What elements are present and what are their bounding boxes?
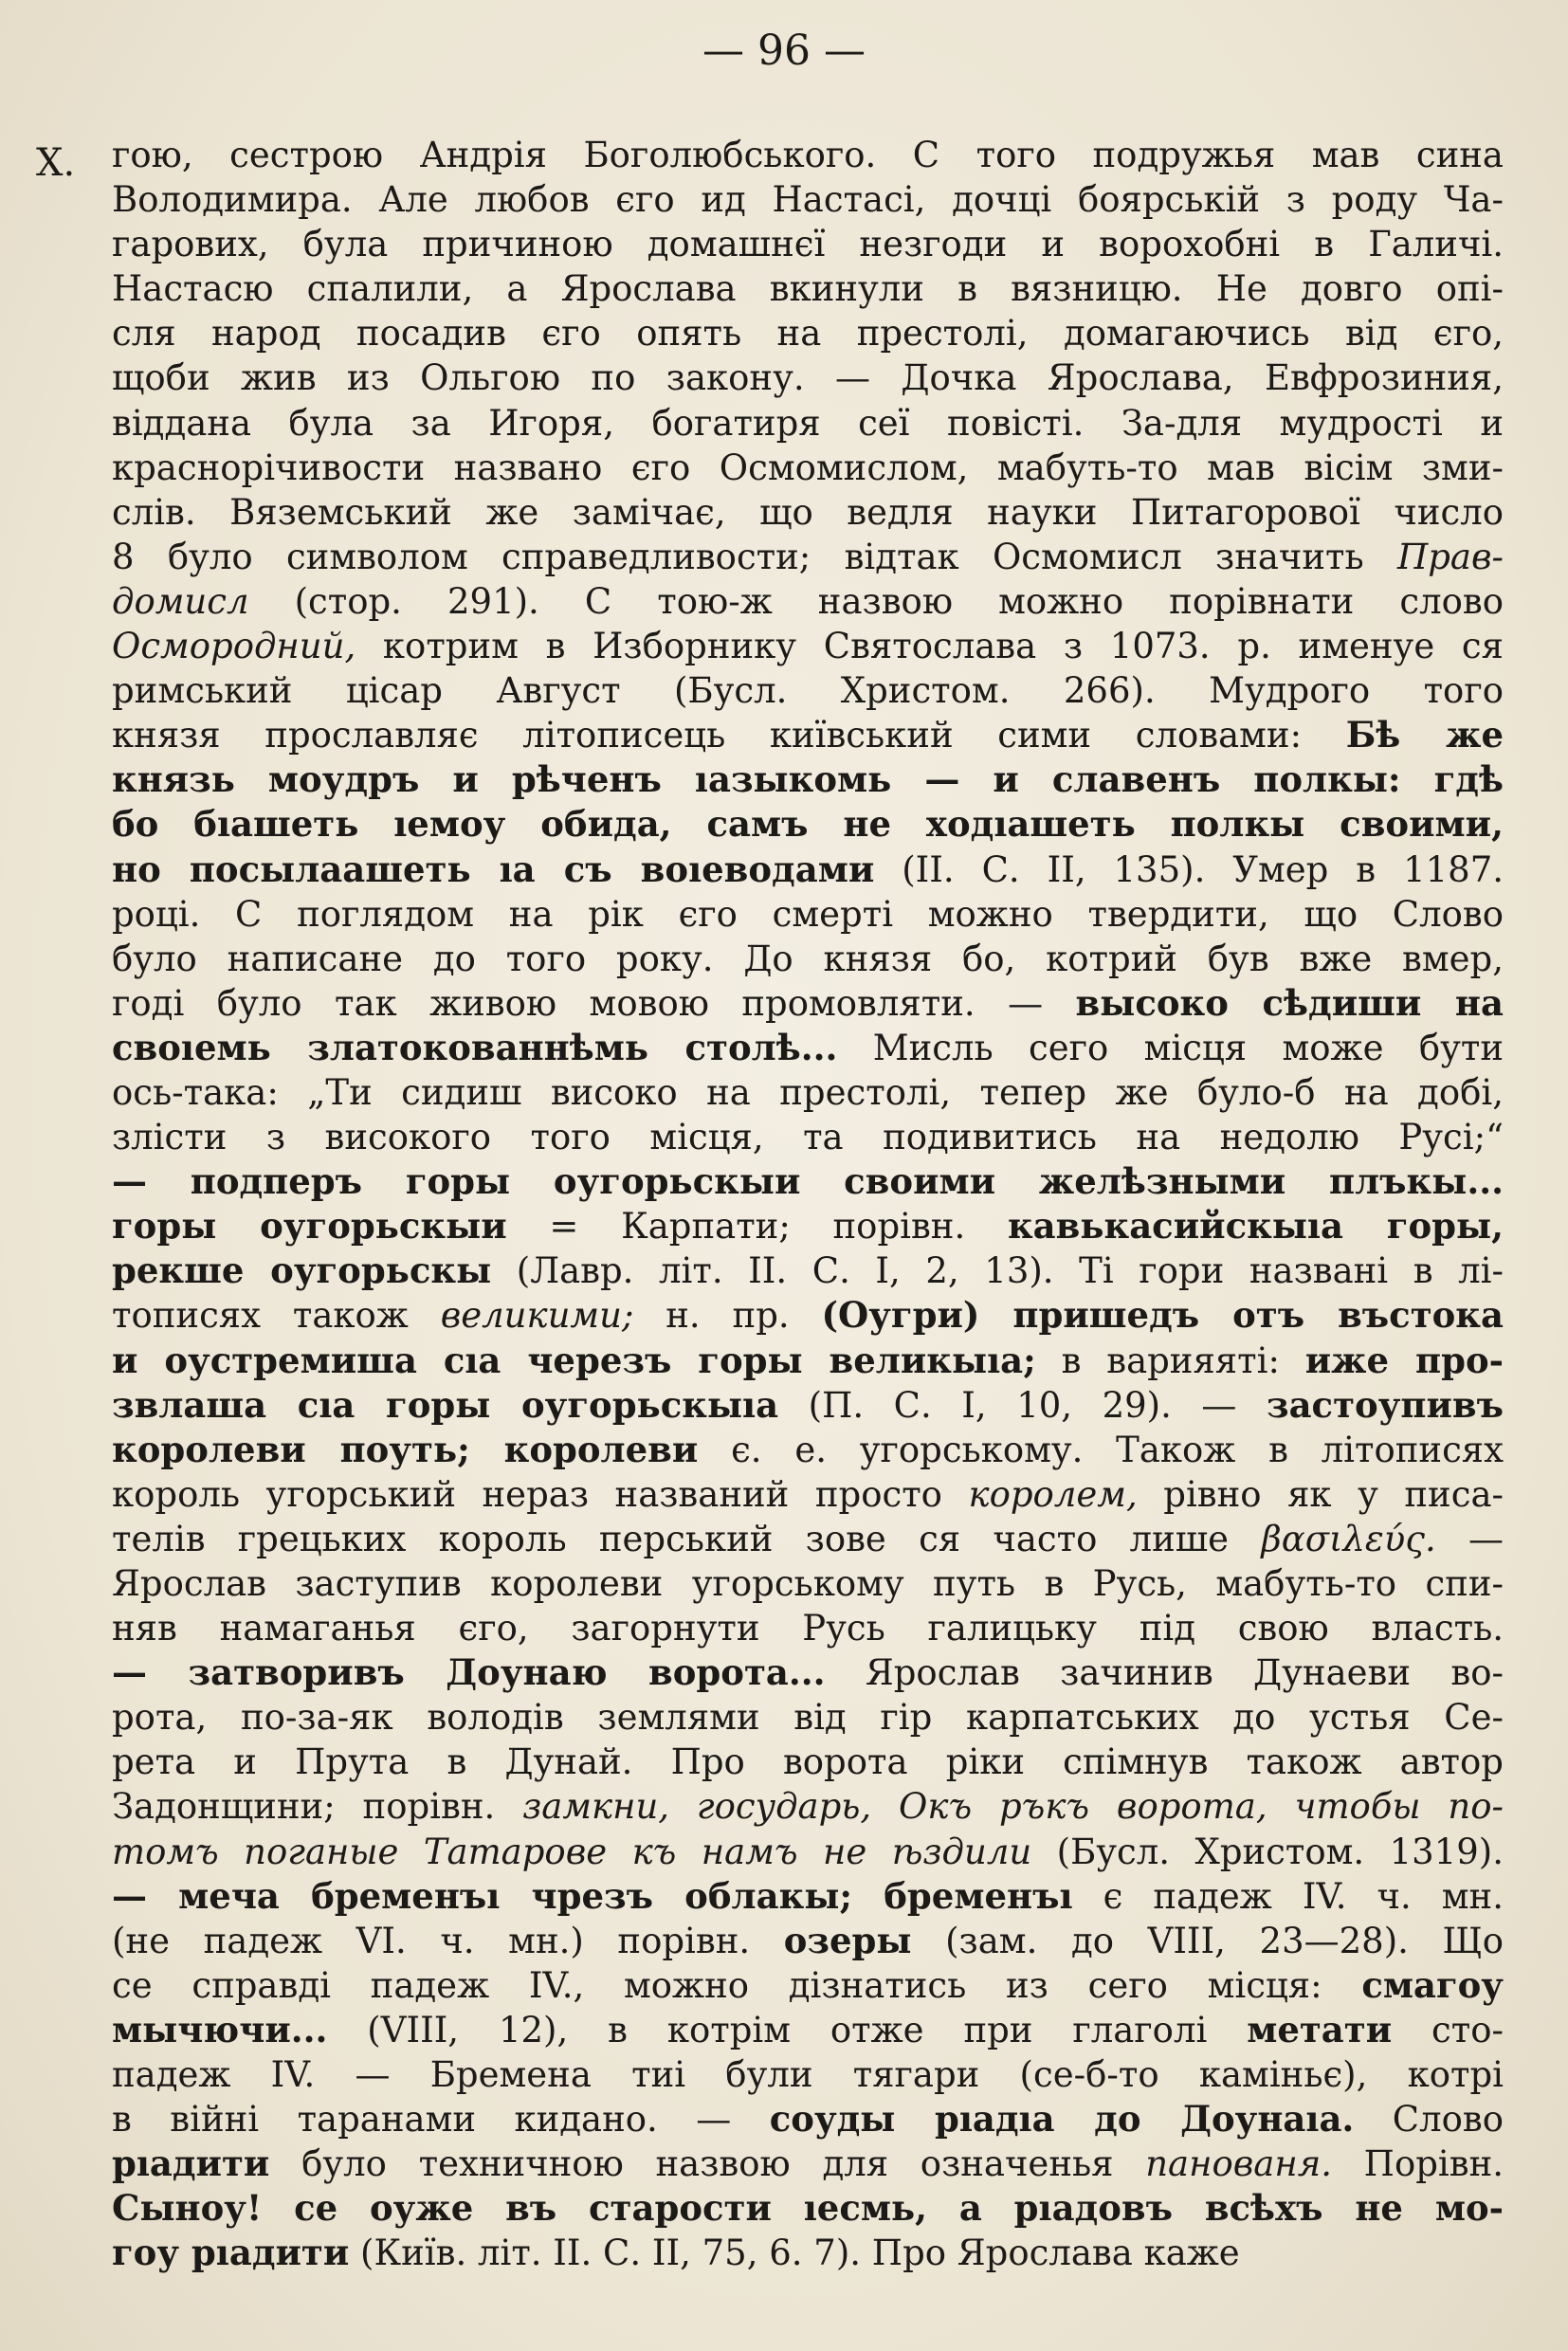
text-line (112, 1963, 1504, 2008)
text-line (112, 446, 1504, 490)
text-line (112, 266, 1504, 311)
text-run: (не падеж VI. ч. мн.) порівн. (112, 1920, 784, 1961)
text-run: (Київ. літ. II. С. II, 75, 6. 7). Про Ярослава каже (349, 2233, 1240, 2274)
text-run: році. С поглядом на рік єго смерті можно твердити, що Слово (112, 893, 1504, 935)
old-slavonic-quote: — меча бременъı чрезъ облакы; бременъı (112, 1874, 1073, 1917)
text-run: Ярослав заступив королеви угорському путь в Русь, мабуть-то спи- (112, 1563, 1504, 1604)
text-line (112, 2231, 1504, 2275)
text-line (112, 668, 1504, 713)
text-run: в варияяті: (1035, 1340, 1305, 1381)
text-line (112, 1517, 1504, 1561)
old-slavonic-quote: озеры (783, 1919, 912, 1961)
text-run: злісти з високого того місця, та подивитись на недолю Русі;“ (112, 1117, 1504, 1158)
text-run: (Лавр. літ. II. С. I, 2, 13). Ті гори названі в лі- (491, 1250, 1504, 1292)
old-slavonic-quote: соуды рıадıа до Доунаıа. (769, 2098, 1355, 2141)
old-slavonic-quote: Сыноу! се оуже въ старости ıесмь, а рıадовъ всѣхъ не мо- (112, 2187, 1504, 2230)
text-run: є. е. угорському. Також в літописях (698, 1429, 1504, 1470)
text-line (112, 1159, 1504, 1204)
italic-text: βασιλεύς. (1261, 1518, 1436, 1559)
old-slavonic-quote: метати (1247, 2008, 1393, 2050)
old-slavonic-quote: бо бıашеть ıемоу обида, самъ не ходıашеть полкы своими, (112, 803, 1504, 846)
text-run: римський цісар Август (Бусл. Христом. 266). Мудрого того (112, 670, 1504, 712)
text-run: няв намаганья єго, загорнути Русь галицьку під свою власть. (112, 1608, 1504, 1649)
text-run: було техничною назвою для означенья (269, 2143, 1146, 2185)
text-line (112, 1204, 1504, 1248)
text-line (112, 802, 1504, 847)
old-slavonic-quote: своıемь златокованнѣмь столѣ... (112, 1026, 838, 1068)
old-slavonic-quote: горы оугорьскыи (112, 1205, 507, 1248)
text-run: годі було так живою мовою промовляти. — (112, 982, 1076, 1024)
old-slavonic-quote: и оустремиша сıа черезъ горы великыıа; (112, 1339, 1036, 1381)
text-run: (стор. 291). С тою-ж назвою можно порівнати слово (248, 580, 1504, 622)
text-line (112, 2141, 1504, 2186)
text-run: (VIII, 12), в котрім отже при глаголі (327, 2009, 1248, 2050)
text-run: гарових, була причиною домашнєї незгоди и ворохобні в Галичі. (112, 224, 1504, 265)
text-run: в війні таранами кидано. — (112, 2099, 770, 2141)
old-slavonic-quote: — затворивъ Доунаю ворота... (112, 1651, 826, 1694)
margin-label: X. (36, 141, 76, 185)
text-line (112, 133, 1504, 177)
old-slavonic-quote: гоу рıадити (112, 2232, 350, 2274)
text-run: Настасю спалили, а Ярослава вкинули в вязницю. Не довго опі- (112, 268, 1504, 310)
old-slavonic-quote: застоупивъ (1266, 1383, 1504, 1426)
text-line (112, 1339, 1504, 1383)
text-run: Володимира. Але любов єго ид Настасі, дочці боярській з роду Ча- (112, 179, 1504, 221)
text-line (112, 937, 1504, 981)
text-run: = Карпати; порівн. (506, 1206, 1008, 1248)
text-line (112, 624, 1504, 668)
text-run: краснорічивости названо єго Осмомислом, мабуть-то мав вісім зми- (112, 447, 1504, 488)
page-number: — 96 — (702, 27, 866, 75)
text-run: ось-така: „Ти сидиш високо на престолі, тепер же було-б на добі, (112, 1071, 1504, 1113)
text-run: н. пр. (633, 1295, 822, 1337)
italic-text: Осмородний, (112, 626, 356, 667)
text-line (112, 1830, 1504, 1874)
text-run: котрим в Изборнику Святослава з 1073. р. именуе ся (356, 626, 1504, 667)
text-line (112, 1115, 1504, 1159)
text-run: (зам. до VIII, 23—28). Що (911, 1920, 1504, 1961)
old-slavonic-quote: (Оугри) пришедъ отъ въстока (821, 1294, 1504, 1337)
text-line (112, 713, 1504, 757)
text-run: було написане до того року. До князя бо, котрий був вже вмер, (112, 938, 1504, 979)
old-slavonic-quote: мычючи... (112, 2008, 328, 2050)
text-line (112, 981, 1504, 1026)
text-run: се справді падеж IV., можно дізнатись из сего місця: (112, 1964, 1362, 2006)
text-run: є падеж IV. ч. мн. (1072, 1875, 1504, 1917)
old-slavonic-quote: смагоу (1361, 1963, 1504, 2006)
text-block (112, 133, 1504, 2276)
text-run: (Бусл. Христом. 1319). (1031, 1831, 1504, 1872)
text-run: Мисль сего місця може бути (837, 1027, 1504, 1068)
text-run: рета и Прута в Дунай. Про ворота ріки спімнув також автор (112, 1741, 1504, 1783)
text-line (112, 1740, 1504, 1784)
text-run: Порівн. (1331, 2143, 1504, 2185)
old-slavonic-quote: высоко сѣдиши на (1075, 981, 1504, 1024)
italic-text: королем, (968, 1473, 1138, 1515)
text-line (112, 579, 1504, 624)
old-slavonic-quote: иже про- (1304, 1339, 1504, 1381)
text-line (112, 1293, 1504, 1338)
text-run: Задонщини; порівн. (112, 1786, 523, 1828)
text-run: рота, по-за-як володів землями від гір карпатських до устья Се- (112, 1697, 1504, 1739)
text-line (112, 1472, 1504, 1517)
text-line (112, 355, 1504, 400)
text-line (112, 535, 1504, 579)
text-line (112, 1919, 1504, 1963)
old-slavonic-quote: — подперъ горы оугорьскыи своими желѣзными плъкы... (112, 1160, 1504, 1203)
old-slavonic-quote: но посылаашеть ıа съ воıеводами (112, 847, 875, 890)
text-line (112, 1561, 1504, 1606)
text-line (112, 1874, 1504, 1919)
text-run: телів грецьких король перський зове ся часто лише (112, 1518, 1262, 1559)
text-line (112, 1070, 1504, 1115)
italic-text: панованя. (1145, 2143, 1332, 2185)
text-line (112, 1026, 1504, 1070)
text-run: рівно як у писа- (1137, 1473, 1504, 1515)
text-run: князя прославляє літописець київський сими словами: (112, 715, 1346, 756)
text-line (112, 1248, 1504, 1293)
text-run: (II. С. II, 135). Умер в 1187. (874, 848, 1504, 890)
text-line (112, 311, 1504, 355)
text-run: щоби жив из Ольгою по закону. — Дочка Ярослава, Евфрозиния, (112, 357, 1504, 399)
old-slavonic-quote: Бѣ же (1345, 714, 1504, 756)
text-run: віддана була за Игоря, богатиря сеї повісті. За-для мудрості и (112, 402, 1504, 444)
text-line (112, 2186, 1504, 2231)
italic-text: Прав- (1396, 536, 1504, 577)
text-run: Ярослав зачинив Дунаеви во- (825, 1652, 1504, 1694)
text-line (112, 757, 1504, 802)
text-line (112, 1383, 1504, 1428)
text-run: сто- (1392, 2009, 1504, 2050)
text-line (112, 1606, 1504, 1650)
old-slavonic-quote: кавькасийскыıа горы, (1007, 1205, 1504, 1248)
text-run: тописях також (112, 1295, 441, 1337)
old-slavonic-quote: князь моудръ и рѣченъ ıазыкомь — и славенъ полкы: гдѣ (112, 758, 1504, 801)
text-run: падеж IV. — Бремена тиі були тягари (се-б-то каміньє), котрі (112, 2054, 1504, 2096)
text-run: — (1435, 1518, 1504, 1559)
italic-text: замкни, государь, Окъ ръкъ ворота, чтобы по- (522, 1786, 1504, 1828)
text-line (112, 1784, 1504, 1829)
text-line (112, 2052, 1504, 2097)
text-run: Слово (1354, 2099, 1504, 2141)
italic-text: томъ поганые Татарове къ намъ не ѣздили (112, 1831, 1032, 1872)
text-line (112, 892, 1504, 937)
italic-text: великими; (440, 1295, 634, 1337)
text-run: гою, сестрою Андрія Боголюбського. С того подружья мав сина (112, 135, 1504, 175)
old-slavonic-quote: звлаша сıа горы оугорьскыıа (112, 1383, 779, 1426)
text-line (112, 2008, 1504, 2052)
old-slavonic-quote: рıадити (112, 2142, 270, 2185)
italic-text: домисл (112, 580, 249, 622)
text-line (112, 490, 1504, 535)
text-run: 8 було символом справедливости; відтак Осмомисл значить (112, 536, 1397, 577)
old-slavonic-quote: рекше оугорьскы (112, 1249, 492, 1292)
text-line (112, 1650, 1504, 1695)
text-line (112, 1428, 1504, 1472)
text-line (112, 401, 1504, 446)
text-run: (П. С. I, 10, 29). — (778, 1384, 1267, 1426)
text-run: король угорський нераз названий просто (112, 1473, 969, 1515)
old-slavonic-quote: королеви поуть; королеви (112, 1428, 699, 1470)
text-run: слів. Вяземський же замічає, що ведля науки Питагорової число (112, 491, 1504, 533)
text-line (112, 847, 1504, 892)
text-line (112, 177, 1504, 222)
text-line (112, 222, 1504, 266)
text-line (112, 2097, 1504, 2141)
text-run: сля народ посадив єго опять на престолі, домагаючись від єго, (112, 313, 1504, 355)
text-line (112, 1695, 1504, 1740)
